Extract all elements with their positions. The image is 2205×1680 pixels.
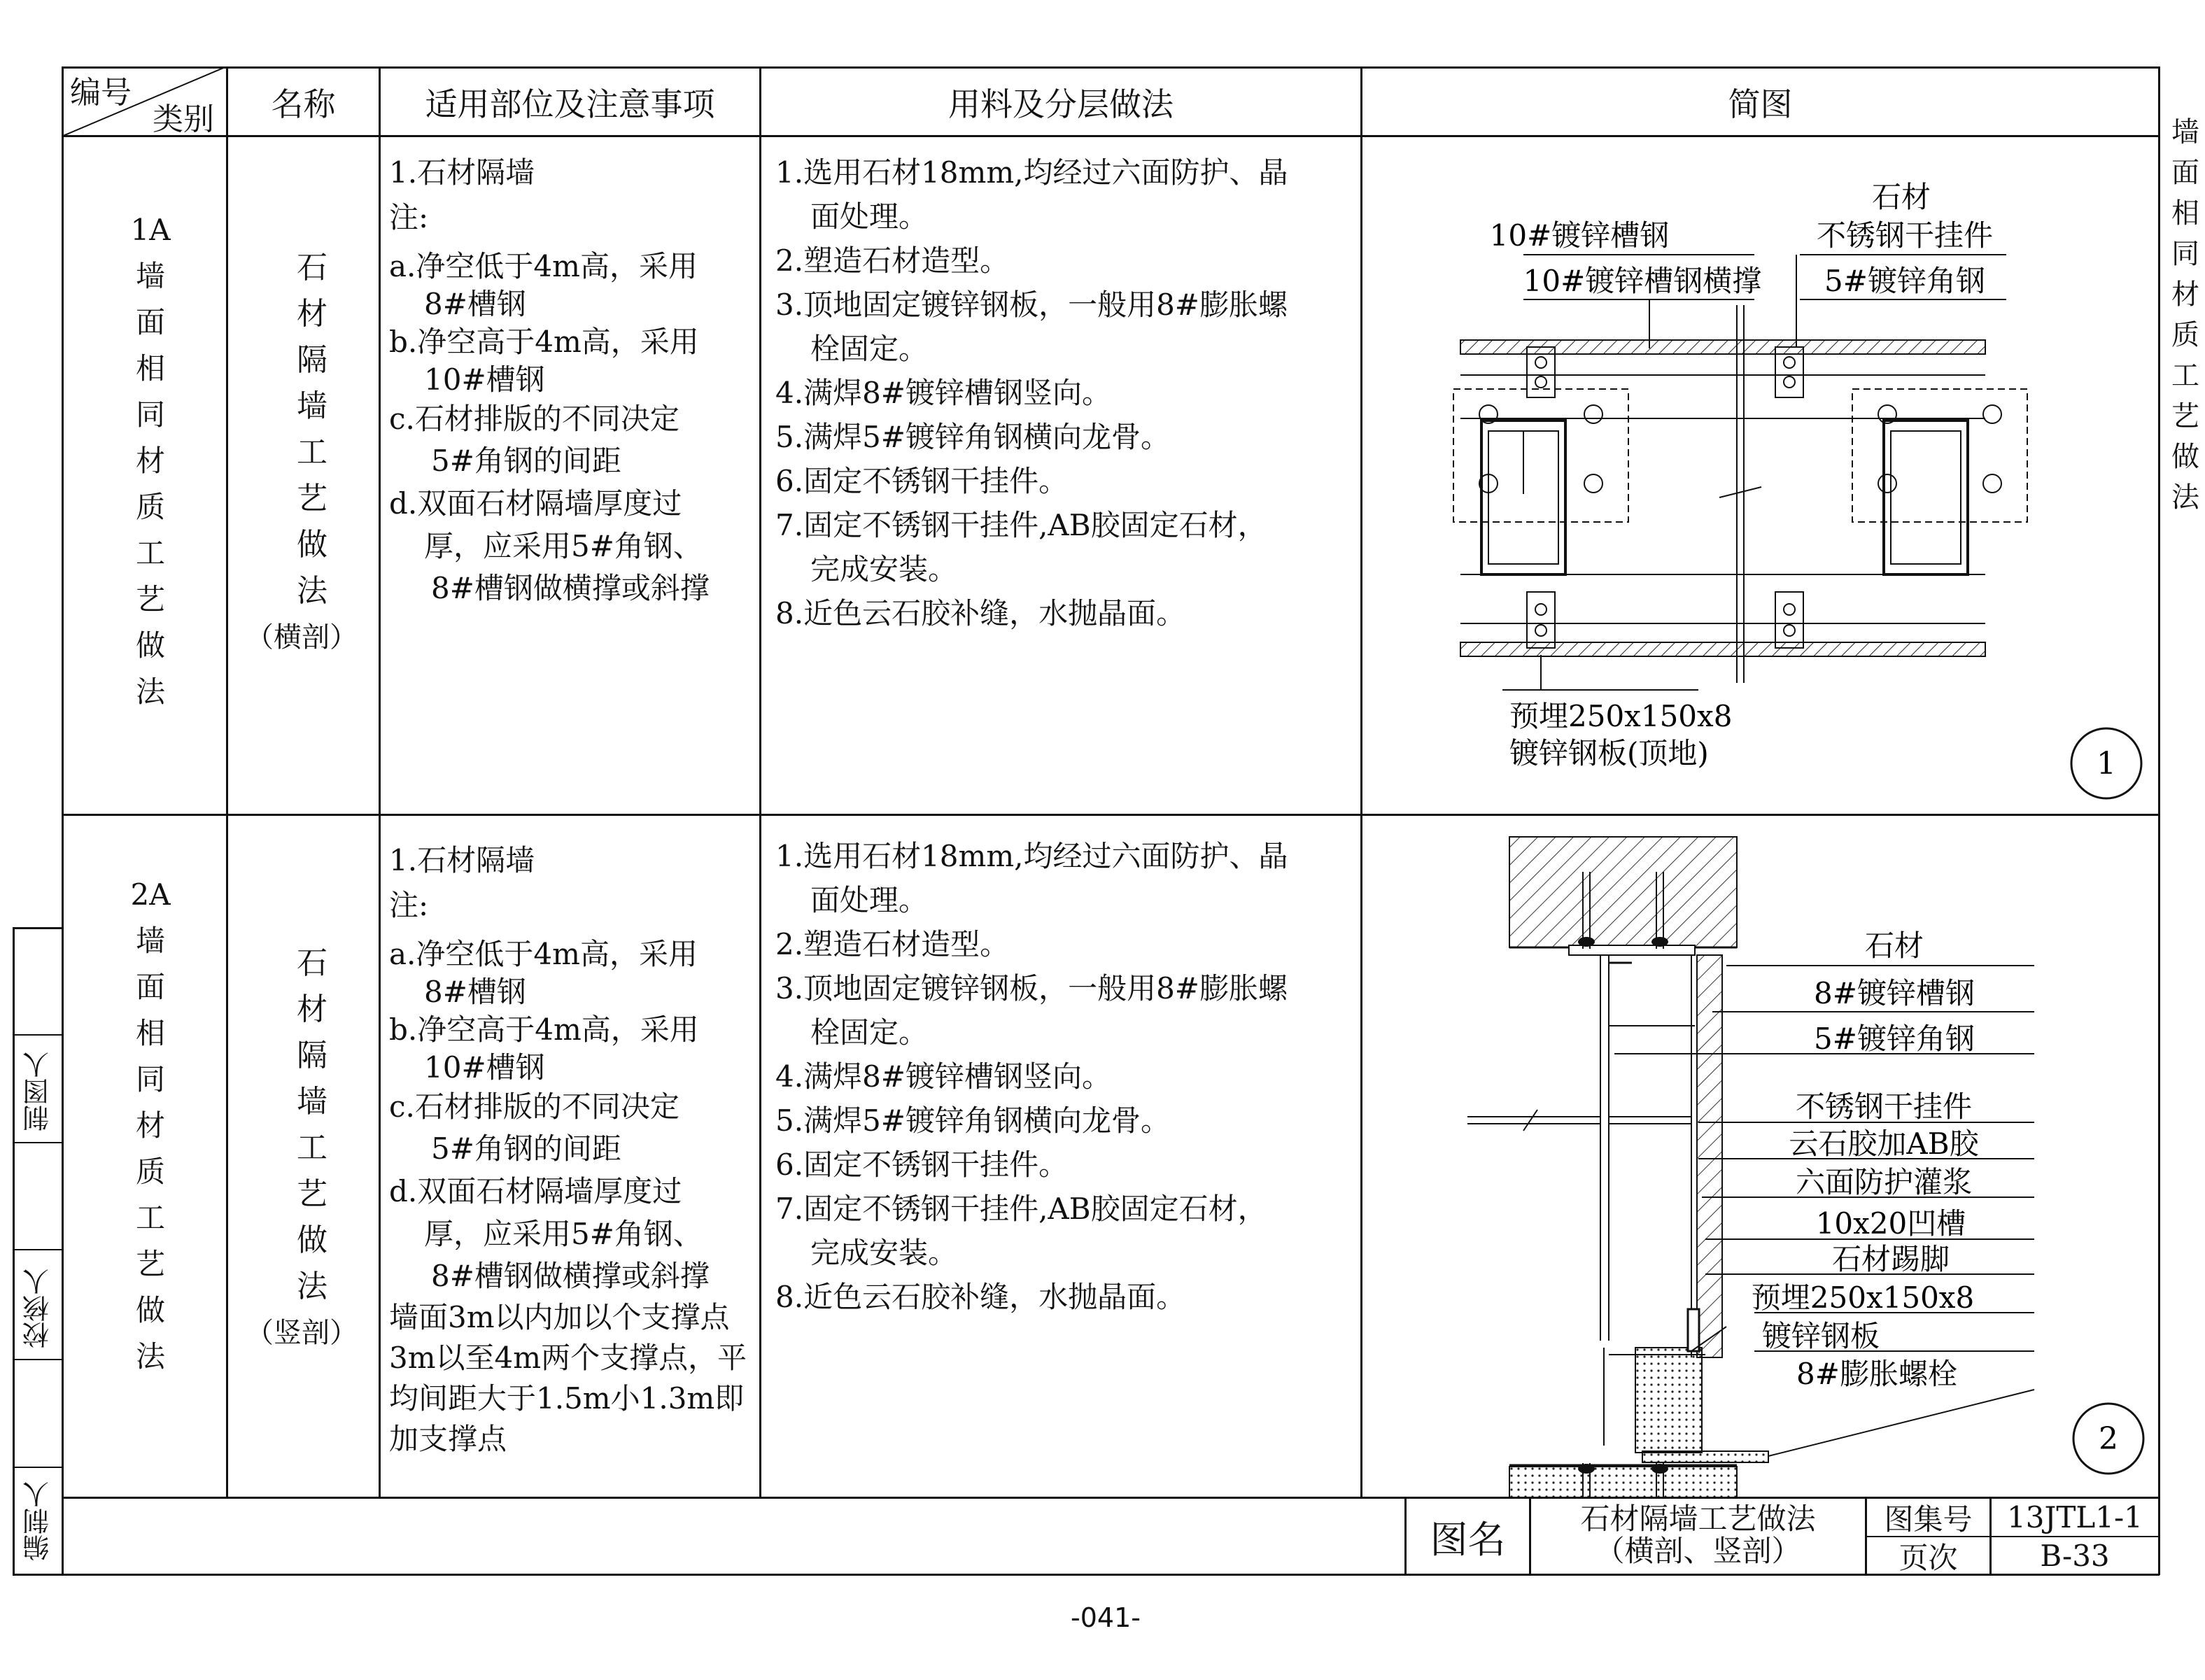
hanger-bottom-right [1775,592,1803,648]
label2-plate: 预埋250x150x8 [1751,1280,1975,1315]
strip-div-3 [13,1467,63,1468]
hanger-bottom-left [1527,592,1555,648]
strip-top [13,927,63,929]
label-plate-2: 镀锌钢板(顶地) [1509,736,1709,770]
header-no: 编号 [70,75,132,111]
label2-grout: 六面防护灌浆 [1795,1165,1973,1199]
label2-stone: 石材 [1864,929,1924,963]
header-category: 类别 [153,101,214,137]
bottom-plate [1642,1451,1768,1462]
strip-div-2 [13,1359,63,1360]
label2-plate-2: 镀锌钢板 [1761,1319,1880,1353]
diagram-number-1: 1 [2097,746,2116,782]
channel-right [1884,421,1968,574]
strip-label-compiler: 编制人 [22,1481,54,1561]
frame-bottom [13,1574,2160,1576]
row2-steps: 1.选用石材18mm,均经过六面防护、晶 面处理。 2.塑造石材造型。 3.顶地固定镀锌钢板，一般用8#膨胀螺 栓固定。 4.满焊8#镀锌槽钢竖向。 5.满焊5#镀锌角钢横向龙骨。 6.固定不锈钢干挂件。 7.固定不锈钢干挂件,AB胶固定石材， 完成安装。 8.近色云石胶补缝，水抛晶面。 [775,839,1288,1314]
col-line-2 [379,66,381,1498]
diagram-number-2: 2 [2099,1421,2118,1457]
row1-category: 1A 墙 面 相 同 材 质 工 艺 做 法 [130,213,171,709]
tb-fig-label: 图名 [1430,1517,1506,1562]
tb-atlas-no: 13JTL1-1 [2007,1500,2143,1534]
header-scope: 适用部位及注意事项 [425,85,715,123]
row2-scope: 1.石材隔墙 注: a.净空低于4m高，采用 8#槽钢 b.净空高于4m高，采用 10#槽钢 c.石材排版的不同决定 5#角钢的间距 d.双面石材隔墙厚度过 厚，应采用5#角钢、 8#槽钢做横撑或斜撑 墙面3m以内加以个支撑点 3m以至4m两个支撑点，平 均间距大于1.5m小1.3m即 加支撑点 [389,843,747,1456]
label2-groove: 10x20凹槽 [1815,1206,1966,1241]
strip-div-4 [13,1034,63,1036]
row1-name: 石 材 隔 墙 工 艺 做 法 （横剖） [246,250,358,654]
floor-slab [1509,1467,1737,1497]
header-name: 名称 [271,85,336,123]
label2-skirting: 石材踢脚 [1831,1242,1950,1276]
frame-right [2158,66,2160,1575]
label2-hanger: 不锈钢干挂件 [1795,1089,1973,1124]
row1-diagram [1362,137,2158,814]
label2-bolt: 8#膨胀螺栓 [1796,1357,1957,1391]
tb-fig-title: 石材隔墙工艺做法 （横剖、竖剖） [1580,1502,1816,1568]
strip-div-1 [13,1142,63,1143]
strip-div-5 [13,1249,63,1250]
stone-band-bottom [1460,642,1985,656]
row1-steps: 1.选用石材18mm,均经过六面防护、晶 面处理。 2.塑造石材造型。 3.顶地固定镀锌钢板，一般用8#膨胀螺 栓固定。 4.满焊8#镀锌槽钢竖向。 5.满焊5#镀锌角钢横向龙骨。 6.固定不锈钢干挂件。 7.固定不锈钢干挂件,AB胶固定石材， 完成安装。 8.近色云石胶补缝，水抛晶面。 [775,155,1288,630]
col-line-1 [226,66,228,1498]
row2-diagram [1362,816,2158,1497]
col-line-3 [759,66,761,1498]
frame-table-bottom [62,1497,2160,1499]
strip-label-drawer: 制图人 [22,1052,54,1131]
label2-channel-8: 8#镀锌槽钢 [1814,976,1975,1010]
embedded-plate-right [1852,389,2027,522]
page-number: -041- [1071,1602,1141,1633]
strip-label-checker: 校核人 [22,1269,54,1348]
tb-page-label: 页次 [1898,1540,1958,1575]
label-angle-5: 5#镀锌角钢 [1824,264,1985,298]
tb-page-no: B-33 [2040,1539,2110,1573]
ceiling-slab [1509,837,1737,947]
label-plate: 预埋250x150x8 [1509,699,1733,733]
frame-left [62,66,64,1575]
label-stone: 石材 [1871,180,1931,214]
label2-glue: 云石胶加AB胶 [1789,1127,1979,1161]
label-channel-10: 10#镀锌槽钢 [1489,218,1670,253]
stone-panel [1697,955,1722,1357]
header-diagram: 简图 [1728,85,1793,123]
row2-name: 石 材 隔 墙 工 艺 做 法 （竖剖） [246,945,358,1349]
tb-atlas-label: 图集号 [1884,1502,1973,1537]
row2-category: 2A 墙 面 相 同 材 质 工 艺 做 法 [130,877,171,1374]
label-hanger: 不锈钢干挂件 [1816,218,1994,253]
embedded-plate-left [1453,389,1628,522]
skirting [1635,1348,1702,1453]
label-channel-brace: 10#镀锌槽钢横撑 [1523,264,1762,298]
label2-angle-5: 5#镀锌角钢 [1814,1022,1975,1056]
strip-left [13,927,15,1575]
side-title: 墙 面 相 同 材 质 工 艺 做 法 [2171,116,2199,514]
top-plate [1569,945,1695,955]
row1-scope: 1.石材隔墙 注: a.净空低于4m高，采用 8#槽钢 b.净空高于4m高，采用 10#槽钢 c.石材排版的不同决定 5#角钢的间距 d.双面石材隔墙厚度过 厚，应采用5#角钢、 8#槽钢做横撑或斜撑 [389,155,710,605]
header-material: 用料及分层做法 [948,85,1174,123]
